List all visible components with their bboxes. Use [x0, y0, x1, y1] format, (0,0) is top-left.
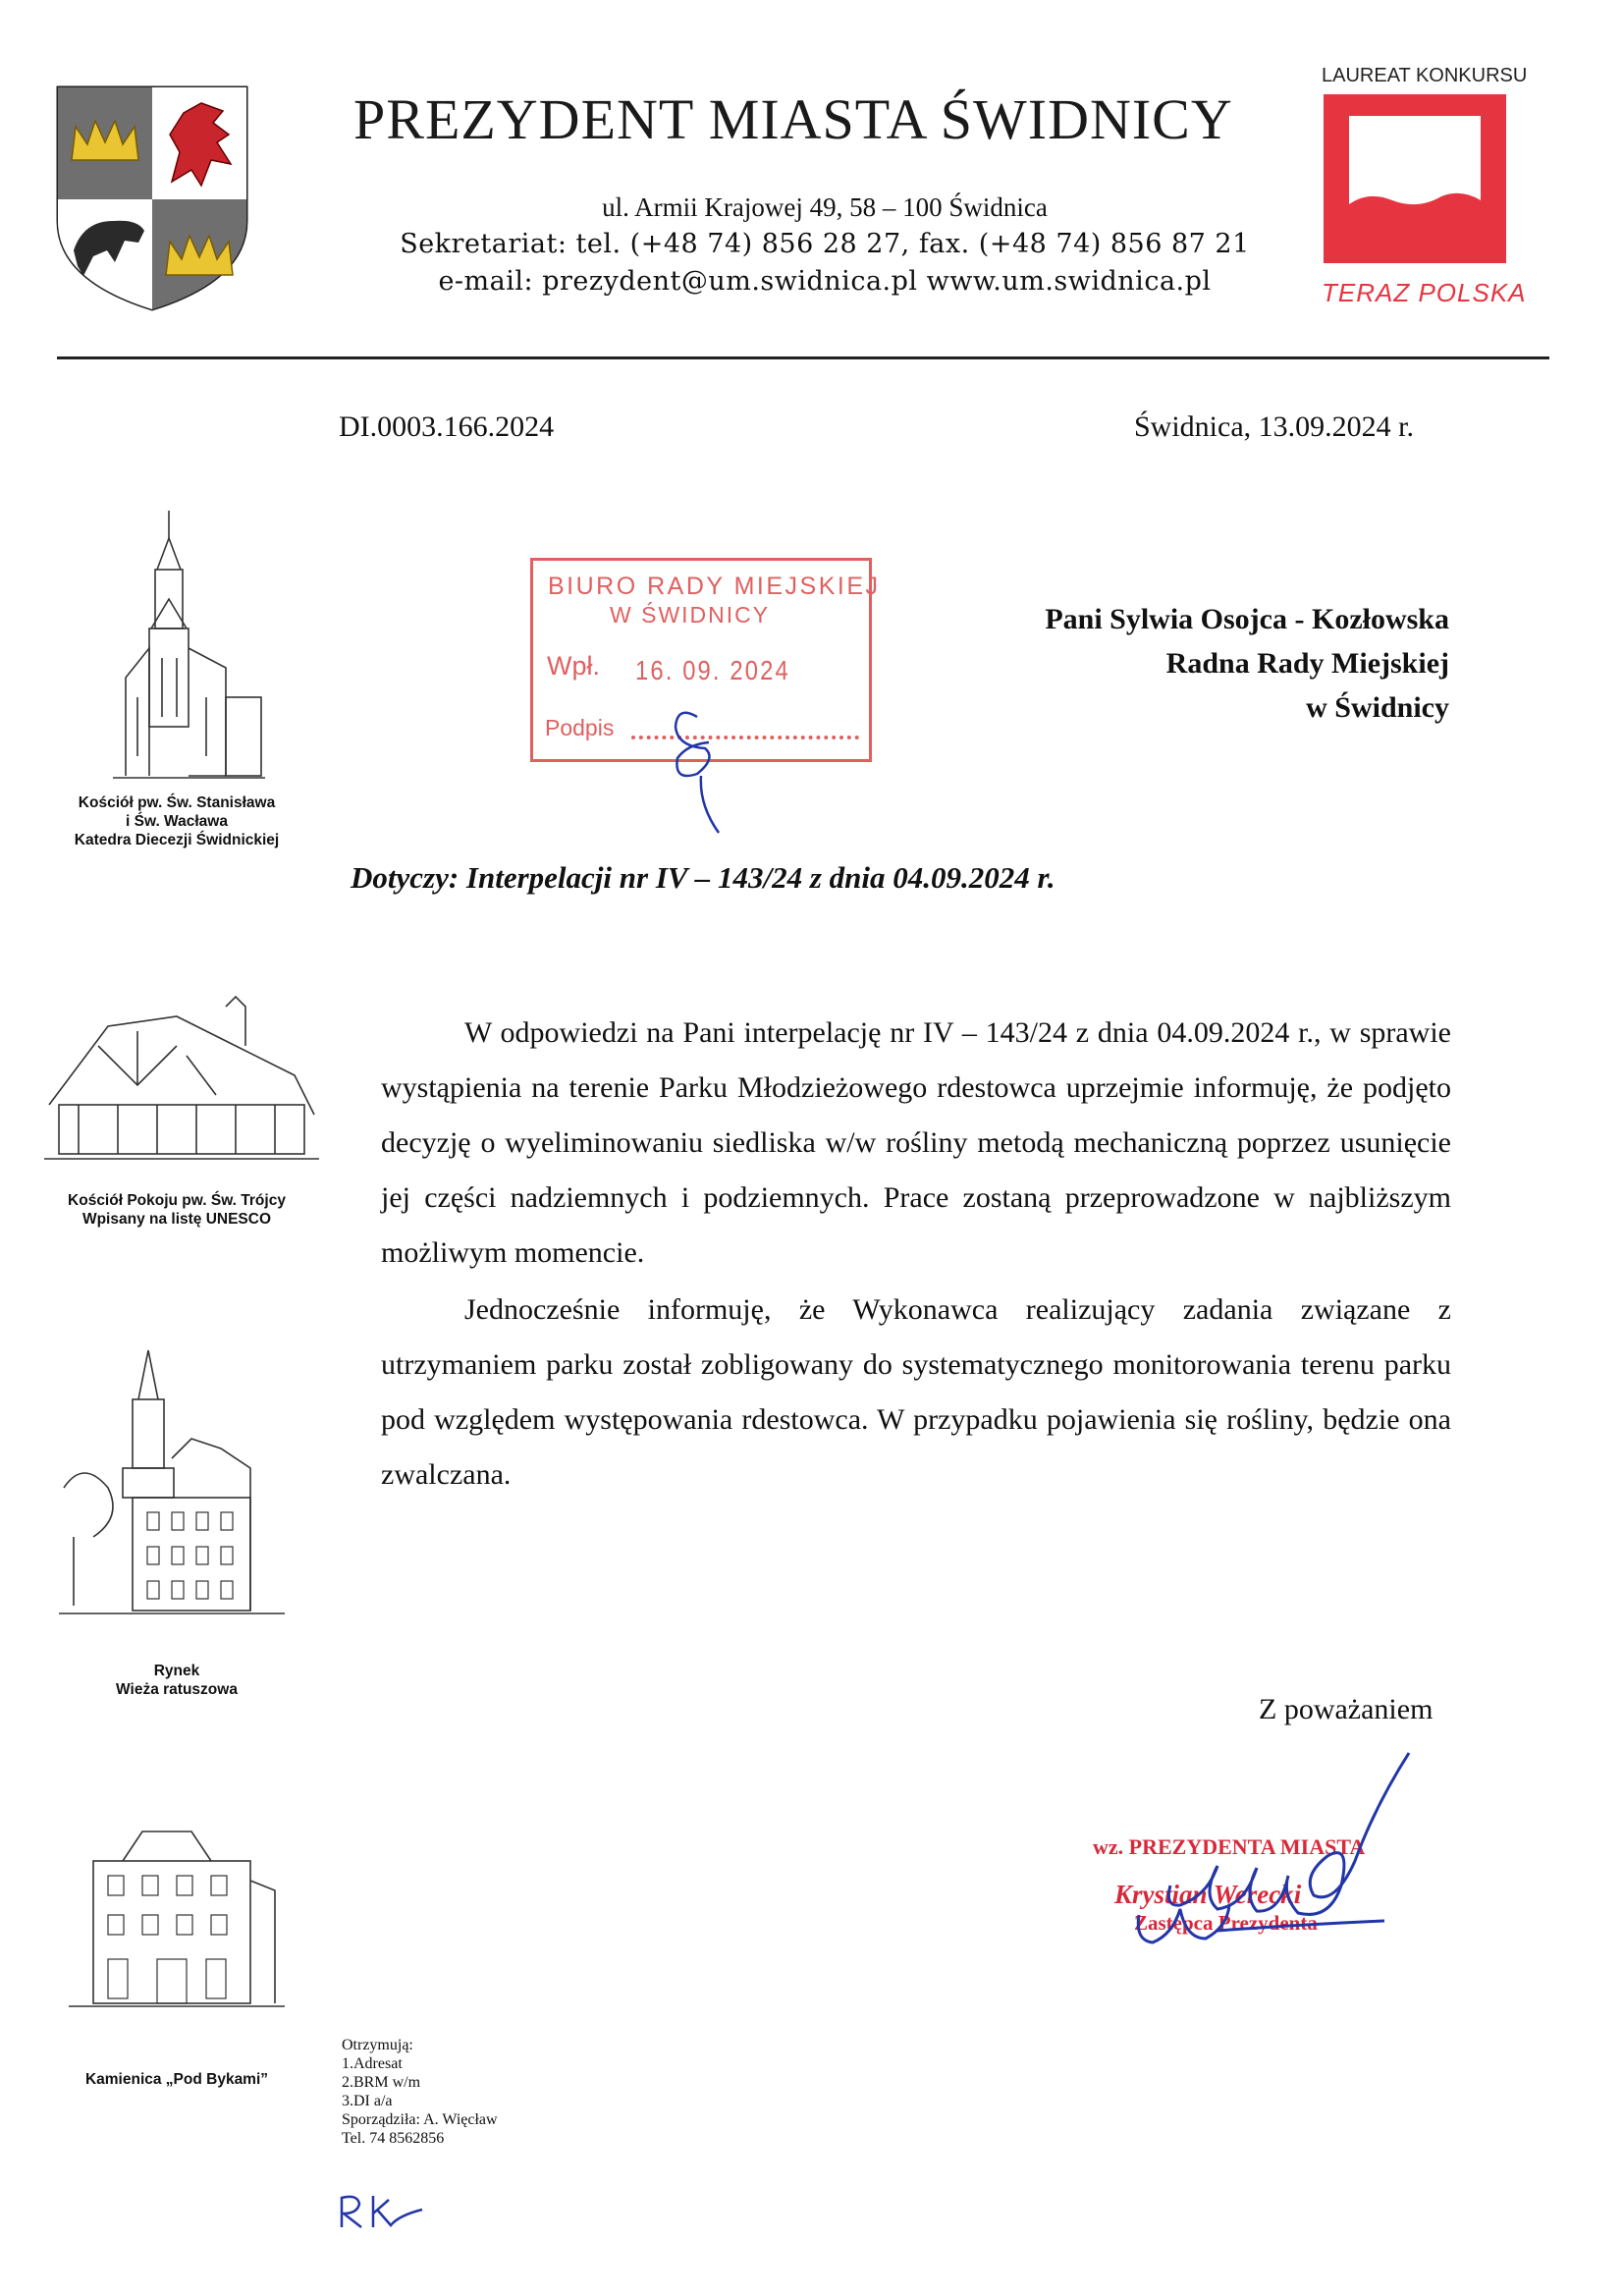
body-paragraph-2: Jednocześnie informuję, że Wykonawca realizujący zadania związane z utrzymaniem parku został zobligowany do systematycznego monitorowania terenu parku pod względem występowania rdestowca. W przypadku pojawienia się rośliny, będzie ona zwalczana. [381, 1293, 1451, 1491]
award-caption: LAUREAT KONKURSU [1322, 65, 1528, 86]
prepared-by: Sporządziła: A. Więcław [342, 2111, 498, 2128]
closing-greeting: Z poważaniem [1259, 1693, 1434, 1725]
stamp-signature-label: Podpis [545, 715, 615, 740]
letterhead-contact [353, 189, 1296, 301]
award-logo-text: TERAZ POLSKA [1322, 278, 1527, 307]
signature-stamp-role: Zastępca Prezydenta [1134, 1911, 1318, 1935]
town-hall-caption: Rynek Wieża ratuszowa [116, 1663, 238, 1698]
peace-church-caption: Kościół Pokoju pw. Św. Trójcy Wpisany na listę UNESCO [68, 1192, 286, 1228]
stamp-office: BIURO RADY MIEJSKIEJ [548, 573, 881, 600]
teraz-polska-logo-icon [1324, 94, 1506, 263]
letterhead-phone: Sekretariat: tel. (+48 74) 856 28 27, fax. (+48 74) 856 87 21 [400, 229, 1250, 259]
addressee-name: Pani Sylwia Osojca - Kozłowska [1045, 603, 1449, 635]
place-date: Świdnica, 13.09.2024 r. [1134, 410, 1414, 443]
signature-icon [1070, 1748, 1424, 1974]
signature-stamp-name: Krystian Werecki [1114, 1880, 1302, 1909]
stamp-received-label: Wpł. [547, 651, 600, 681]
addressee-role: Radna Rady Miejskiej [1165, 647, 1449, 680]
letter-body [381, 1006, 1451, 1503]
reference-number: DI.0003.166.2024 [339, 410, 555, 443]
recipient-item: 1.Adresat [342, 2055, 403, 2072]
addressee-place: w Świdnicy [1306, 691, 1449, 724]
cathedral-icon [108, 501, 270, 786]
body-paragraph-1: W odpowiedzi na Pani interpelację nr IV – 143/24 z dnia 04.09.2024 r., w sprawie wystąpienia na terenie Parku Młodzieżowego rdestowca uprzejmie informuję, że podjęto decyzję o wyeliminowaniu siedliska w/w rośliny metodą mechaniczną poprzez usunięcie jej części nadziemnych i podziemnych. Prace zostaną przeprowadzone w najbliższym możliwym momencie. [381, 1016, 1451, 1269]
initials-handwriting-icon [334, 2188, 432, 2237]
contact-phone: Tel. 74 8562856 [342, 2130, 445, 2147]
coat-of-arms-icon [54, 83, 250, 314]
cathedral-caption: Kościół pw. Św. Stanisława i Św. Wacława Katedra Diecezji Świdnickiej [74, 794, 280, 848]
stamp-signature-icon [628, 687, 736, 835]
addressee-block [913, 597, 1449, 730]
signature-stamp-line: wz. PREZYDENTA MIASTA [1093, 1834, 1366, 1859]
letterhead-title: PREZYDENT MIASTA ŚWIDNICY [353, 87, 1233, 151]
letterhead-email: e-mail: prezydent@um.swidnica.pl www.um.swidnica.pl [438, 266, 1212, 297]
distribution-list [342, 2036, 498, 2148]
recipient-item: 3.DI a/a [342, 2093, 393, 2109]
stamp-city: W ŚWIDNICY [610, 602, 771, 628]
town-hall-tower-icon [54, 1340, 290, 1620]
tenement-caption: Kamienica „Pod Bykami” [84, 2071, 269, 2088]
recipient-item: 2.BRM w/m [342, 2074, 421, 2091]
peace-church-icon [39, 987, 324, 1169]
subject-line: Dotyczy: Interpelacji nr IV – 143/24 z dnia 04.09.2024 r. [351, 860, 1055, 895]
stamp-received-date: 16. 09. 2024 [635, 655, 790, 685]
tenement-house-icon [64, 1822, 290, 2013]
recipients-label: Otrzymują: [342, 2037, 413, 2053]
letterhead-address: ul. Armii Krajowej 49, 58 – 100 Świdnica [602, 192, 1048, 222]
header-divider [57, 356, 1549, 359]
